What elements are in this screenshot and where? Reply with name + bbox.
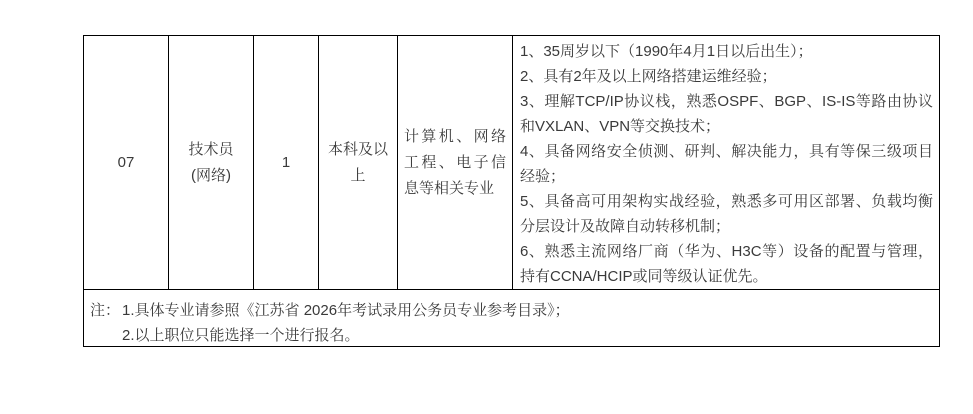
education-requirement: 本科及以上 [327,140,388,184]
note-lines [122,298,570,346]
cell-major [398,36,513,289]
job-row [84,36,939,289]
note-line: 2.以上职位只能选择一个进行报名。 [122,327,360,344]
cell-vacancies [254,36,319,289]
major-requirement: 计算机、网络工程、电子信息等相关专业 [404,127,506,197]
requirement-item: 2、具有2年及以上网络搭建运维经验； [520,68,777,85]
requirement-item: 3、理解TCP/IP协议栈，熟悉OSPF、BGP、IS-IS等路由协议和VXLAN、VPN等交换技术； [520,93,933,135]
requirement-item: 5、具备高可用架构实战经验，熟悉多可用区部署、负载均衡分层设计及故障自动转移机制； [520,193,933,235]
position-code: 07 [117,153,135,171]
position-title-line1: 技术员 [188,140,234,158]
cell-position-title [169,36,254,289]
job-table [83,35,940,347]
note-label: 注： [90,302,121,319]
position-title-line2: (网络) [191,166,231,184]
cell-education [319,36,398,289]
cell-requirements [513,36,939,289]
vacancies-count: 1 [281,153,291,171]
requirement-item: 1、35周岁以下（1990年4月1日以后出生）； [520,43,813,60]
requirement-item: 6、熟悉主流网络厂商（华为、H3C等）设备的配置与管理，持有CCNA/HCIP或同等级认证优先。 [520,243,933,285]
note-line: 1.具体专业请参照《江苏省 2026年考试录用公务员专业参考目录》； [122,302,570,319]
requirement-item: 4、具备网络安全侦测、研判、解决能力，具有等保三级项目经验； [520,143,933,185]
note-row [84,289,939,346]
cell-position-code [84,36,169,289]
